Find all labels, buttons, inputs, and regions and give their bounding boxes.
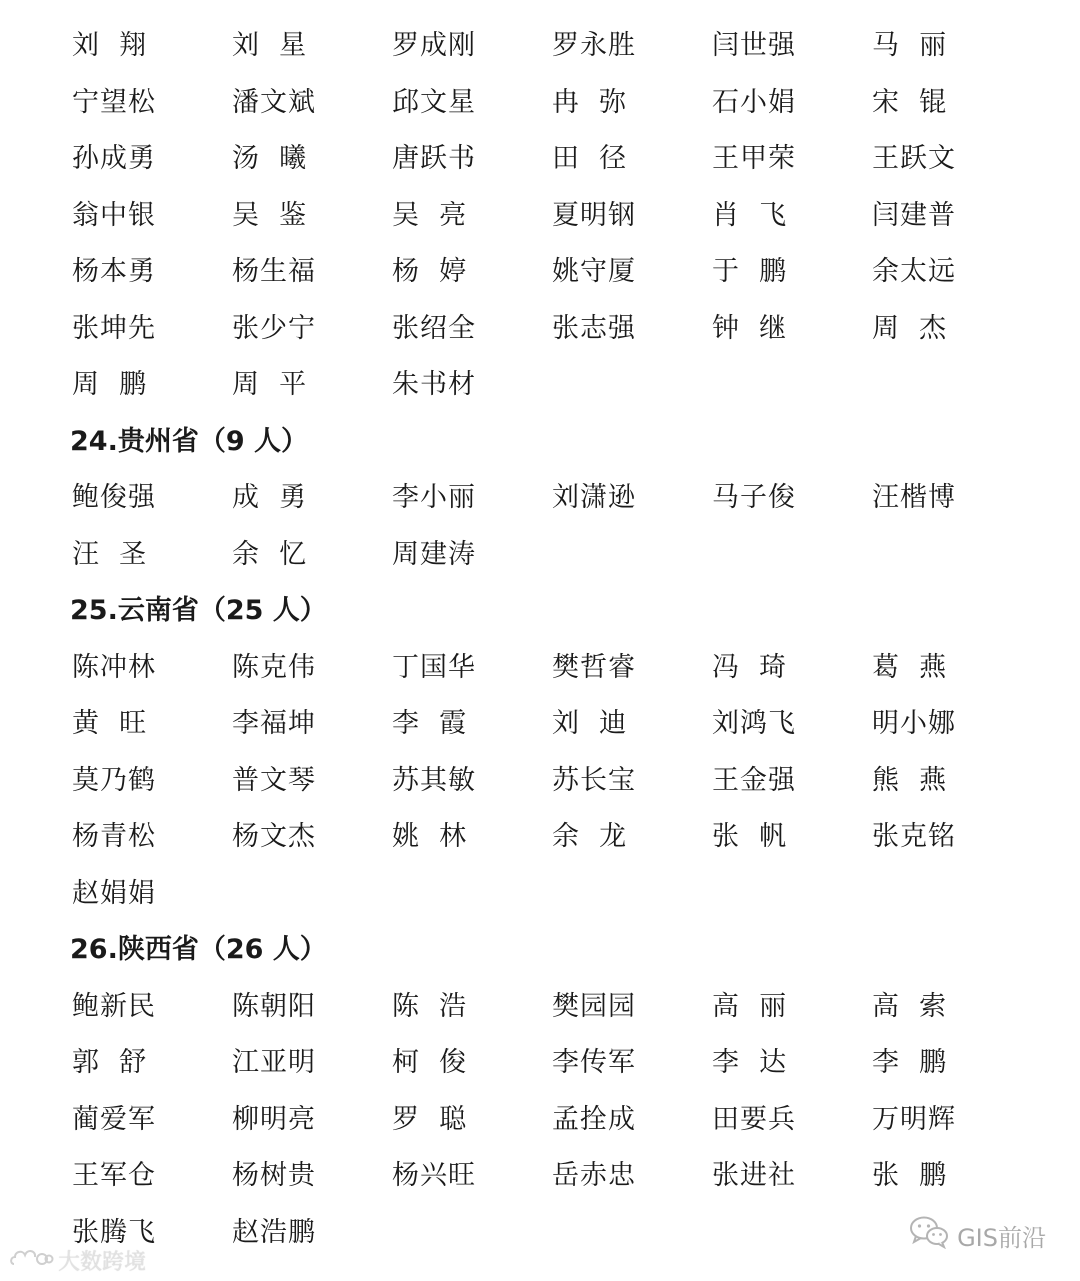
- name-row: [72, 535, 1032, 575]
- person-name: 姚守厦: [552, 256, 636, 287]
- name-row: [72, 196, 1032, 236]
- person-name: 柳明亮: [232, 1103, 316, 1135]
- watermark-gis-text: GIS前沿: [957, 1223, 1046, 1252]
- person-name: 岳赤忠: [552, 1160, 636, 1191]
- person-name: 柯 俊: [392, 1047, 468, 1078]
- name-row: [72, 1043, 1032, 1083]
- person-name: 陈 浩: [392, 990, 468, 1022]
- person-name: 刘 迪: [552, 708, 628, 739]
- person-name: 杨生福: [232, 256, 316, 287]
- person-name: 鲍俊强: [72, 482, 156, 513]
- person-name: 张志强: [552, 312, 636, 344]
- person-name: 孙成勇: [72, 143, 156, 174]
- person-name: 汪 圣: [72, 538, 148, 570]
- name-row: [72, 309, 1032, 349]
- person-name: 杨本勇: [72, 256, 156, 287]
- person-name: 万明辉: [872, 1103, 956, 1135]
- person-name: 张进社: [712, 1160, 796, 1191]
- person-name: 刘 翔: [72, 30, 148, 61]
- person-name: 肖 飞: [712, 199, 788, 231]
- person-name: 田要兵: [712, 1103, 796, 1135]
- person-name: 罗成刚: [392, 30, 476, 61]
- person-name: 江亚明: [232, 1047, 316, 1078]
- person-name: 孟拴成: [552, 1103, 636, 1135]
- name-row: [72, 252, 1032, 292]
- person-name: 冯 琦: [712, 651, 788, 683]
- person-name: 闫世强: [712, 30, 796, 61]
- person-name: 苏其敏: [392, 764, 476, 796]
- name-row: [72, 704, 1032, 744]
- person-name: 李 达: [712, 1047, 788, 1078]
- person-name: 张坤先: [72, 312, 156, 344]
- province-heading: 25.云南省（25 人）: [70, 595, 327, 626]
- person-name: 宁望松: [72, 86, 156, 118]
- wechat-icon: [909, 1215, 949, 1255]
- person-name: 鲍新民: [72, 990, 156, 1022]
- person-name: 张克铭: [872, 821, 956, 852]
- person-name: 李 鹏: [872, 1047, 948, 1078]
- person-name: 陈朝阳: [232, 990, 316, 1022]
- person-name: 普文琴: [232, 764, 316, 796]
- person-name: 莫乃鹤: [72, 764, 156, 796]
- person-name: 马 丽: [872, 30, 948, 61]
- cloud-logo-icon: [8, 1246, 54, 1276]
- person-name: 李传军: [552, 1047, 636, 1078]
- person-name: 李 霞: [392, 708, 468, 739]
- person-name: 李福坤: [232, 708, 316, 739]
- person-name: 闫建普: [872, 199, 956, 231]
- person-name: 张腾飞: [72, 1216, 156, 1248]
- person-name: 邱文星: [392, 86, 476, 118]
- person-name: 宋 锟: [872, 86, 948, 118]
- watermark-gis: [909, 1215, 1046, 1255]
- name-row: [72, 987, 1032, 1027]
- person-name: 陈冲林: [72, 651, 156, 683]
- person-name: 杨文杰: [232, 821, 316, 852]
- person-name: 刘 星: [232, 30, 308, 61]
- person-name: 高 索: [872, 990, 948, 1022]
- person-name: 罗永胜: [552, 30, 636, 61]
- person-name: 李小丽: [392, 482, 476, 513]
- watermark-dashu-text: 大数跨境: [58, 1250, 147, 1275]
- person-name: 张少宁: [232, 312, 316, 344]
- person-name: 周建涛: [392, 538, 476, 570]
- person-name: 冉 弥: [552, 86, 628, 118]
- name-row: [72, 1156, 1032, 1196]
- watermark-dashu: [8, 1245, 146, 1276]
- person-name: 葛 燕: [872, 651, 948, 683]
- person-name: 周 鹏: [72, 369, 148, 400]
- name-row: [72, 83, 1032, 123]
- person-name: 张 帆: [712, 821, 788, 852]
- name-row: [72, 1100, 1032, 1140]
- name-row: [72, 139, 1032, 179]
- person-name: 石小娟: [712, 86, 796, 118]
- person-name: 夏明钢: [552, 199, 636, 231]
- person-name: 吴 亮: [392, 199, 468, 231]
- person-name: 王军仓: [72, 1160, 156, 1191]
- person-name: 郭 舒: [72, 1047, 148, 1078]
- person-name: 潘文斌: [232, 86, 316, 118]
- person-name: 杨 婷: [392, 256, 468, 287]
- person-name: 赵娟娟: [72, 877, 156, 909]
- person-name: 钟 继: [712, 312, 788, 344]
- person-name: 陈克伟: [232, 651, 316, 683]
- person-name: 樊哲睿: [552, 651, 636, 683]
- name-row: [72, 648, 1032, 688]
- name-row: [72, 478, 1032, 518]
- person-name: 余太远: [872, 256, 956, 287]
- person-name: 刘潇逊: [552, 482, 636, 513]
- person-name: 马子俊: [712, 482, 796, 513]
- person-name: 张 鹏: [872, 1160, 948, 1191]
- person-name: 王甲荣: [712, 143, 796, 174]
- name-row: [72, 761, 1032, 801]
- person-name: 杨青松: [72, 821, 156, 852]
- person-name: 黄 旺: [72, 708, 148, 739]
- person-name: 王跃文: [872, 143, 956, 174]
- person-name: 杨树贵: [232, 1160, 316, 1191]
- person-name: 周 平: [232, 369, 308, 400]
- person-name: 明小娜: [872, 708, 956, 739]
- province-heading: 24.贵州省（9 人）: [70, 425, 309, 457]
- name-row: [72, 817, 1032, 857]
- person-name: 苏长宝: [552, 764, 636, 796]
- person-name: 王金强: [712, 764, 796, 796]
- person-name: 刘鸿飞: [712, 708, 796, 739]
- person-name: 蔺爱军: [72, 1103, 156, 1135]
- name-row: [72, 874, 1032, 914]
- person-name: 余 忆: [232, 538, 308, 570]
- person-name: 姚 林: [392, 821, 468, 852]
- person-name: 汤 曦: [232, 143, 308, 174]
- name-row: [72, 1213, 1032, 1253]
- person-name: 高 丽: [712, 990, 788, 1022]
- person-name: 罗 聪: [392, 1103, 468, 1135]
- person-name: 朱书材: [392, 369, 476, 400]
- person-name: 熊 燕: [872, 764, 948, 796]
- person-name: 翁中银: [72, 199, 156, 231]
- name-row: [72, 365, 1032, 405]
- person-name: 吴 鉴: [232, 199, 308, 231]
- province-heading: 26.陕西省（26 人）: [70, 934, 327, 965]
- person-name: 杨兴旺: [392, 1160, 476, 1191]
- name-row: [72, 26, 1032, 66]
- person-name: 张绍全: [392, 312, 476, 344]
- person-name: 唐跃书: [392, 143, 476, 174]
- person-name: 余 龙: [552, 821, 628, 852]
- person-name: 成 勇: [232, 482, 308, 513]
- person-name: 丁国华: [392, 651, 476, 683]
- person-name: 赵浩鹏: [232, 1216, 316, 1248]
- person-name: 樊园园: [552, 990, 636, 1022]
- person-name: 汪楷博: [872, 482, 956, 513]
- person-name: 周 杰: [872, 312, 948, 344]
- person-name: 于 鹏: [712, 256, 788, 287]
- person-name: 田 径: [552, 143, 628, 174]
